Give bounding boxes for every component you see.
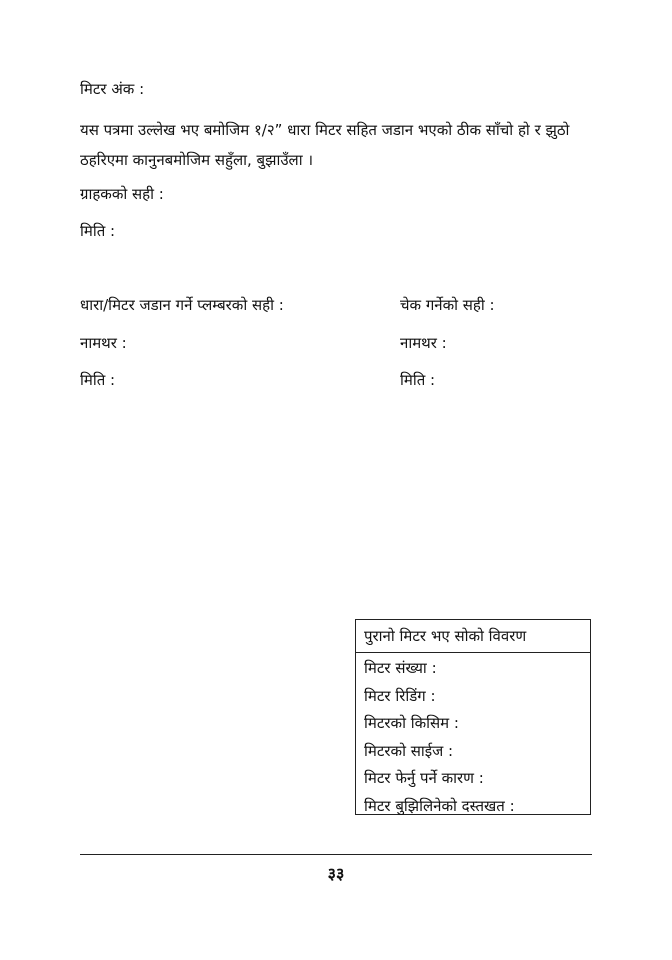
page-number: ३३ xyxy=(327,864,345,883)
plumber-date-label: मिति : xyxy=(80,371,116,389)
old-meter-details-box xyxy=(355,619,591,815)
customer-signature-label: ग्राहकको सही : xyxy=(80,185,164,203)
footer-rule xyxy=(80,854,592,855)
meter-type-row: मिटरको किसिम : xyxy=(364,714,459,732)
meter-change-reason-row: मिटर फेर्नु पर्ने कारण : xyxy=(364,769,484,787)
date-label: मिति : xyxy=(80,222,116,240)
declaration-text: यस पत्रमा उल्लेख भए बमोजिम १/२” धारा मिटर सहित जडान भएको ठीक साँचो हो र झुठो ठहरिएमा कानुनबमोजिम सहुँला, बुझाउँला । xyxy=(80,121,570,169)
meter-number-label: मिटर अंक : xyxy=(80,80,145,98)
checker-date-label: मिति : xyxy=(400,371,436,389)
checker-name-label: नामथर : xyxy=(400,334,447,352)
meter-reading-row: मिटर रिडिंग : xyxy=(364,686,436,705)
plumber-signature-label: धारा/मिटर जडान गर्ने प्लम्बरको सही : xyxy=(80,296,284,314)
meter-count-row: मिटर संख्या : xyxy=(364,659,437,677)
checker-signature-label: चेक गर्नेको सही : xyxy=(400,296,495,314)
plumber-name-label: नामथर : xyxy=(80,334,127,352)
meter-size-row: मिटरको साईज : xyxy=(364,741,454,760)
old-meter-box-title: पुरानो मिटर भए सोको विवरण xyxy=(356,620,590,653)
meter-receiver-signature-row: मिटर बुझिलिनेको दस्तखत : xyxy=(364,796,515,815)
